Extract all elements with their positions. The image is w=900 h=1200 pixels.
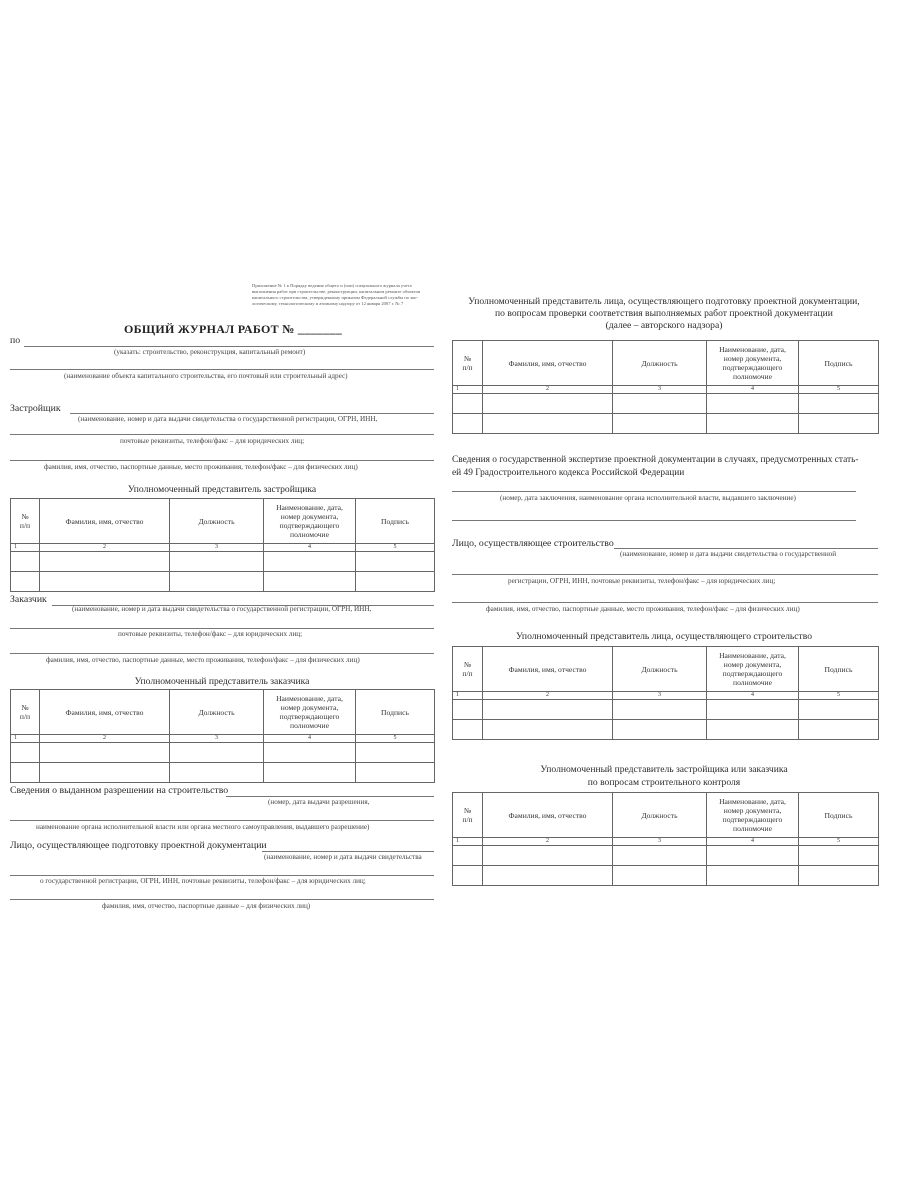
permit-label: Сведения о выданном разрешении на строительство bbox=[10, 785, 229, 796]
column-number-row: 1 2 3 4 5 bbox=[453, 386, 879, 394]
appendix-note-line: капитального строительства, утвержденному приказом Федеральной службы по эко- bbox=[252, 295, 418, 300]
col-num-header: № п/п bbox=[11, 499, 40, 544]
customer-line bbox=[10, 628, 434, 629]
table4-title: Уполномоченный представитель лица, осуществляющего строительство bbox=[515, 631, 813, 642]
column-number-row: 1 2 3 4 5 bbox=[453, 838, 879, 846]
table-header-row bbox=[11, 499, 435, 544]
developer-representative-table bbox=[10, 498, 435, 592]
permit-caption: наименование органа исполнительной власти или органа местного самоуправления, выдавшего разрешение) bbox=[36, 823, 370, 831]
po-label: по bbox=[10, 335, 21, 346]
col-num-header: № п/п bbox=[453, 341, 483, 386]
customer-label: Заказчик bbox=[10, 594, 47, 605]
appendix-note-line: логическому, технологическому и атомному надзору от 12 января 2007 г. № 7 bbox=[252, 301, 404, 306]
col-name-header: Фамилия, имя, отчество bbox=[40, 690, 170, 735]
customer-caption: фамилия, имя, отчество, паспортные данные, место проживания, телефон/факс – для физических лиц) bbox=[46, 656, 360, 664]
builder-representative-table bbox=[452, 646, 879, 740]
table-row[interactable] bbox=[453, 846, 879, 866]
developer-caption: (наименование, номер и дата выдачи свидетельства о государственной регистрации, ОГРН, ИНН, bbox=[78, 415, 378, 423]
col-num-header: № п/п bbox=[453, 793, 483, 838]
designer-line bbox=[10, 899, 434, 900]
col-position-header: Должность bbox=[613, 647, 707, 692]
appendix-note-line: Приложение № 1 к Порядку ведения общего и (или) специального журнала учета bbox=[252, 283, 412, 288]
table-row[interactable] bbox=[11, 552, 435, 572]
col-document-header: Наименование, дата, номер документа, подтверждающего полномочие bbox=[707, 647, 799, 692]
table-row[interactable] bbox=[453, 414, 879, 434]
developer-line bbox=[70, 413, 434, 414]
col-position-header: Должность bbox=[170, 499, 264, 544]
object-line bbox=[10, 369, 434, 370]
expertise-line bbox=[452, 520, 856, 521]
table-header-row bbox=[453, 341, 879, 386]
col-document-header: Наименование, дата, номер документа, подтверждающего полномочие bbox=[707, 793, 799, 838]
col-signature-header: Подпись bbox=[356, 690, 435, 735]
column-number-row: 1 2 3 4 5 bbox=[11, 544, 435, 552]
col-name-header: Фамилия, имя, отчество bbox=[483, 341, 613, 386]
table-row[interactable] bbox=[11, 572, 435, 592]
developer-line bbox=[10, 434, 434, 435]
table3-title-line: (далее – авторского надзора) bbox=[605, 320, 723, 331]
left-page bbox=[6, 272, 438, 924]
col-signature-header: Подпись bbox=[799, 647, 879, 692]
table3-title-line: Уполномоченный представитель лица, осуществляющего подготовку проектной документации, bbox=[468, 296, 860, 307]
appendix-note bbox=[252, 283, 438, 307]
builder-caption: регистрации, ОГРН, ИНН, почтовые реквизиты, телефон/факс – для юридических лиц; bbox=[508, 577, 776, 585]
col-document-header: Наименование, дата, номер документа, подтверждающего полномочие bbox=[264, 690, 356, 735]
expertise-label: ей 49 Градостроительного кодекса Российской Федерации bbox=[452, 468, 685, 478]
builder-caption: фамилия, имя, отчество, паспортные данные, место проживания, телефон/факс – для физических лиц) bbox=[486, 605, 800, 613]
table-header-row bbox=[453, 793, 879, 838]
table3-title bbox=[446, 296, 882, 332]
col-signature-header: Подпись bbox=[356, 499, 435, 544]
customer-caption: (наименование, номер и дата выдачи свидетельства о государственной регистрации, ОГРН, ИНН, bbox=[72, 605, 372, 613]
designer-caption: фамилия, имя, отчество, паспортные данные – для физических лиц) bbox=[102, 902, 311, 910]
author-supervision-table bbox=[452, 340, 879, 434]
po-caption: (указать: строительство, реконструкция, капитальный ремонт) bbox=[114, 348, 306, 356]
table-row[interactable] bbox=[11, 743, 435, 763]
column-number-row: 1 2 3 4 5 bbox=[453, 692, 879, 700]
designer-label: Лицо, осуществляющее подготовку проектной документации bbox=[10, 840, 267, 851]
column-number-row: 1 2 3 4 5 bbox=[11, 735, 435, 743]
col-position-header: Должность bbox=[170, 690, 264, 735]
developer-caption: фамилия, имя, отчество, паспортные данные, место проживания, телефон/факс – для физических лиц) bbox=[44, 463, 358, 471]
builder-label: Лицо, осуществляющее строительство bbox=[452, 538, 614, 549]
developer-line bbox=[10, 460, 434, 461]
developer-caption: почтовые реквизиты, телефон/факс – для юридических лиц; bbox=[120, 437, 305, 445]
table-row[interactable] bbox=[453, 720, 879, 740]
permit-caption: (номер, дата выдачи разрешения, bbox=[268, 798, 370, 806]
permit-line bbox=[10, 820, 434, 821]
table2-title: Уполномоченный представитель заказчика bbox=[134, 676, 310, 687]
po-line bbox=[24, 346, 434, 347]
table-row[interactable] bbox=[453, 700, 879, 720]
customer-caption: почтовые реквизиты, телефон/факс – для юридических лиц; bbox=[118, 630, 303, 638]
table1-title: Уполномоченный представитель застройщика bbox=[127, 484, 317, 495]
permit-line bbox=[226, 796, 434, 797]
table3-title-line: по вопросам проверки соответствия выполняемых работ проектной документации bbox=[495, 308, 833, 319]
designer-line bbox=[10, 875, 434, 876]
designer-line bbox=[262, 851, 434, 852]
expertise-caption: (номер, дата заключения, наименование органа исполнительной власти, выдавшего заключение) bbox=[500, 494, 796, 502]
table5-title-line: по вопросам строительного контроля bbox=[587, 777, 741, 788]
object-caption: (наименование объекта капитального строительства, его почтовый или строительный адрес) bbox=[64, 372, 348, 380]
table5-title bbox=[446, 763, 882, 789]
col-document-header: Наименование, дата, номер документа, подтверждающего полномочие bbox=[707, 341, 799, 386]
builder-line bbox=[452, 602, 878, 603]
page-title: ОБЩИЙ ЖУРНАЛ РАБОТ № _______ bbox=[124, 322, 342, 336]
table-header-row bbox=[11, 690, 435, 735]
developer-label: Застройщик bbox=[10, 403, 61, 414]
col-signature-header: Подпись bbox=[799, 341, 879, 386]
col-name-header: Фамилия, имя, отчество bbox=[40, 499, 170, 544]
table-header-row bbox=[453, 647, 879, 692]
table-row[interactable] bbox=[453, 866, 879, 886]
col-document-header: Наименование, дата, номер документа, подтверждающего полномочие bbox=[264, 499, 356, 544]
construction-control-table bbox=[452, 792, 879, 886]
table-row[interactable] bbox=[453, 394, 879, 414]
builder-caption: (наименование, номер и дата выдачи свидетельства о государственной bbox=[620, 550, 837, 558]
designer-caption: (наименование, номер и дата выдачи свидетельства bbox=[264, 853, 422, 861]
table5-title-line: Уполномоченный представитель застройщика или заказчика bbox=[540, 764, 788, 775]
expertise-line bbox=[452, 491, 856, 492]
table-row[interactable] bbox=[11, 763, 435, 783]
col-signature-header: Подпись bbox=[799, 793, 879, 838]
appendix-note-line: выполнения работ при строительстве, реконструкции, капитальном ремонте объектов bbox=[252, 289, 421, 294]
col-position-header: Должность bbox=[613, 793, 707, 838]
col-position-header: Должность bbox=[613, 341, 707, 386]
col-name-header: Фамилия, имя, отчество bbox=[483, 647, 613, 692]
right-page bbox=[446, 272, 882, 924]
customer-representative-table bbox=[10, 689, 435, 783]
customer-line bbox=[10, 653, 434, 654]
col-num-header: № п/п bbox=[453, 647, 483, 692]
builder-line bbox=[452, 574, 878, 575]
col-num-header: № п/п bbox=[11, 690, 40, 735]
col-name-header: Фамилия, имя, отчество bbox=[483, 793, 613, 838]
builder-line bbox=[614, 548, 878, 549]
designer-caption: о государственной регистрации, ОГРН, ИНН, почтовые реквизиты, телефон/факс – для юридических лиц; bbox=[40, 877, 366, 885]
expertise-label: Сведения о государственной экспертизе проектной документации в случаях, предусмотренных стать- bbox=[452, 455, 859, 465]
